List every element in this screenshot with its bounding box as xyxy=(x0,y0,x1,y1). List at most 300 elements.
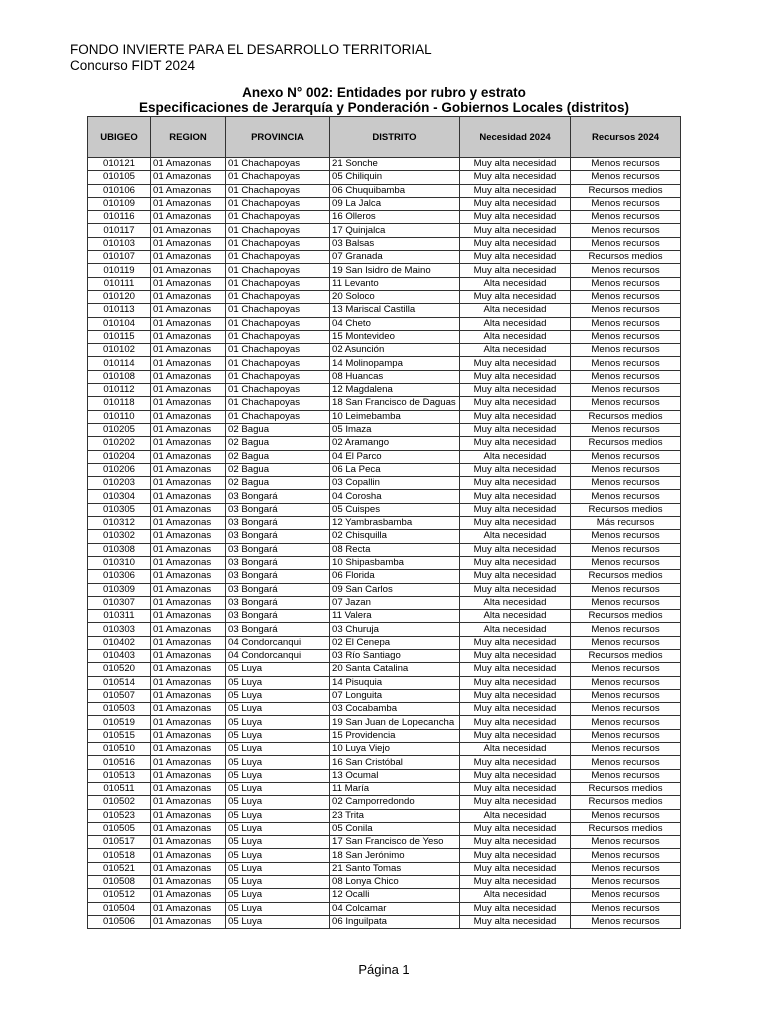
cell-region: 01 Amazonas xyxy=(151,796,226,809)
cell-region: 01 Amazonas xyxy=(151,517,226,530)
cell-provincia: 03 Bongará xyxy=(226,570,330,583)
cell-region: 01 Amazonas xyxy=(151,184,226,197)
table-row xyxy=(88,197,681,210)
cell-distrito: 18 San Francisco de Daguas xyxy=(330,397,460,410)
cell-region: 01 Amazonas xyxy=(151,716,226,729)
table-row xyxy=(88,543,681,556)
cell-ubigeo: 010306 xyxy=(88,570,151,583)
cell-recursos: Recursos medios xyxy=(571,410,681,423)
cell-provincia: 02 Bagua xyxy=(226,450,330,463)
cell-recursos: Más recursos xyxy=(571,517,681,530)
cell-distrito: 06 Inguilpata xyxy=(330,915,460,928)
cell-recursos: Menos recursos xyxy=(571,902,681,915)
cell-recursos: Recursos medios xyxy=(571,570,681,583)
cell-region: 01 Amazonas xyxy=(151,729,226,742)
cell-distrito: 15 Providencia xyxy=(330,729,460,742)
cell-region: 01 Amazonas xyxy=(151,503,226,516)
table-row xyxy=(88,530,681,543)
cell-provincia: 01 Chachapoyas xyxy=(226,304,330,317)
cell-necesidad: Alta necesidad xyxy=(460,596,571,609)
cell-necesidad: Muy alta necesidad xyxy=(460,357,571,370)
cell-necesidad: Muy alta necesidad xyxy=(460,782,571,795)
table-row xyxy=(88,211,681,224)
cell-ubigeo: 010202 xyxy=(88,437,151,450)
cell-necesidad: Muy alta necesidad xyxy=(460,729,571,742)
cell-region: 01 Amazonas xyxy=(151,610,226,623)
cell-necesidad: Alta necesidad xyxy=(460,317,571,330)
table-header-row xyxy=(88,117,681,158)
column-header-ubigeo: UBIGEO xyxy=(88,117,151,158)
cell-provincia: 05 Luya xyxy=(226,876,330,889)
table-row xyxy=(88,171,681,184)
cell-distrito: 20 Santa Catalina xyxy=(330,663,460,676)
cell-distrito: 05 Conila xyxy=(330,822,460,835)
cell-necesidad: Muy alta necesidad xyxy=(460,397,571,410)
cell-recursos: Menos recursos xyxy=(571,583,681,596)
cell-ubigeo: 010520 xyxy=(88,663,151,676)
cell-region: 01 Amazonas xyxy=(151,623,226,636)
cell-distrito: 13 Mariscal Castilla xyxy=(330,304,460,317)
cell-recursos: Menos recursos xyxy=(571,397,681,410)
cell-distrito: 08 Huancas xyxy=(330,370,460,383)
table-row xyxy=(88,237,681,250)
table-row xyxy=(88,477,681,490)
cell-region: 01 Amazonas xyxy=(151,251,226,264)
cell-distrito: 13 Ocumal xyxy=(330,769,460,782)
table-row xyxy=(88,184,681,197)
cell-provincia: 05 Luya xyxy=(226,769,330,782)
cell-necesidad: Alta necesidad xyxy=(460,809,571,822)
table-row xyxy=(88,370,681,383)
cell-provincia: 05 Luya xyxy=(226,703,330,716)
cell-region: 01 Amazonas xyxy=(151,530,226,543)
table-row xyxy=(88,623,681,636)
cell-recursos: Menos recursos xyxy=(571,384,681,397)
cell-provincia: 01 Chachapoyas xyxy=(226,171,330,184)
cell-region: 01 Amazonas xyxy=(151,437,226,450)
cell-provincia: 02 Bagua xyxy=(226,423,330,436)
cell-necesidad: Muy alta necesidad xyxy=(460,437,571,450)
cell-ubigeo: 010203 xyxy=(88,477,151,490)
cell-distrito: 07 Jazan xyxy=(330,596,460,609)
cell-distrito: 16 Olleros xyxy=(330,211,460,224)
cell-region: 01 Amazonas xyxy=(151,370,226,383)
cell-ubigeo: 010113 xyxy=(88,304,151,317)
page-number: Página 1 xyxy=(358,962,410,977)
cell-ubigeo: 010309 xyxy=(88,583,151,596)
table-row xyxy=(88,503,681,516)
cell-provincia: 04 Condorcanqui xyxy=(226,636,330,649)
cell-region: 01 Amazonas xyxy=(151,570,226,583)
table-row xyxy=(88,596,681,609)
cell-recursos: Menos recursos xyxy=(571,490,681,503)
cell-distrito: 17 San Francisco de Yeso xyxy=(330,836,460,849)
cell-region: 01 Amazonas xyxy=(151,889,226,902)
cell-necesidad: Alta necesidad xyxy=(460,623,571,636)
cell-necesidad: Muy alta necesidad xyxy=(460,649,571,662)
cell-necesidad: Muy alta necesidad xyxy=(460,463,571,476)
table-row xyxy=(88,556,681,569)
cell-ubigeo: 010307 xyxy=(88,596,151,609)
cell-necesidad: Muy alta necesidad xyxy=(460,264,571,277)
cell-region: 01 Amazonas xyxy=(151,676,226,689)
cell-provincia: 03 Bongará xyxy=(226,543,330,556)
cell-ubigeo: 010504 xyxy=(88,902,151,915)
table-row xyxy=(88,344,681,357)
cell-necesidad: Muy alta necesidad xyxy=(460,676,571,689)
cell-recursos: Menos recursos xyxy=(571,211,681,224)
cell-distrito: 17 Quinjalca xyxy=(330,224,460,237)
cell-region: 01 Amazonas xyxy=(151,237,226,250)
cell-distrito: 04 El Parco xyxy=(330,450,460,463)
cell-distrito: 16 San Cristóbal xyxy=(330,756,460,769)
cell-recursos: Menos recursos xyxy=(571,290,681,303)
cell-necesidad: Muy alta necesidad xyxy=(460,556,571,569)
cell-region: 01 Amazonas xyxy=(151,477,226,490)
cell-recursos: Menos recursos xyxy=(571,237,681,250)
cell-provincia: 05 Luya xyxy=(226,809,330,822)
cell-distrito: 10 Shipasbamba xyxy=(330,556,460,569)
cell-ubigeo: 010308 xyxy=(88,543,151,556)
organization-name: FONDO INVIERTE PARA EL DESARROLLO TERRITORIAL xyxy=(70,42,432,57)
cell-provincia: 01 Chachapoyas xyxy=(226,277,330,290)
cell-necesidad: Alta necesidad xyxy=(460,889,571,902)
cell-recursos: Menos recursos xyxy=(571,809,681,822)
table-row xyxy=(88,796,681,809)
cell-distrito: 04 Colcamar xyxy=(330,902,460,915)
cell-recursos: Menos recursos xyxy=(571,463,681,476)
cell-distrito: 05 Imaza xyxy=(330,423,460,436)
cell-provincia: 01 Chachapoyas xyxy=(226,357,330,370)
cell-ubigeo: 010206 xyxy=(88,463,151,476)
cell-necesidad: Muy alta necesidad xyxy=(460,224,571,237)
cell-ubigeo: 010205 xyxy=(88,423,151,436)
cell-distrito: 03 Copallin xyxy=(330,477,460,490)
cell-recursos: Recursos medios xyxy=(571,782,681,795)
table-row xyxy=(88,317,681,330)
cell-ubigeo: 010511 xyxy=(88,782,151,795)
cell-region: 01 Amazonas xyxy=(151,915,226,928)
table-row xyxy=(88,397,681,410)
cell-provincia: 01 Chachapoyas xyxy=(226,344,330,357)
cell-region: 01 Amazonas xyxy=(151,809,226,822)
cell-provincia: 02 Bagua xyxy=(226,477,330,490)
cell-ubigeo: 010303 xyxy=(88,623,151,636)
column-header-distrito: DISTRITO xyxy=(330,117,460,158)
cell-necesidad: Muy alta necesidad xyxy=(460,197,571,210)
cell-recursos: Menos recursos xyxy=(571,344,681,357)
cell-recursos: Recursos medios xyxy=(571,822,681,835)
cell-ubigeo: 010103 xyxy=(88,237,151,250)
cell-recursos: Recursos medios xyxy=(571,610,681,623)
document-header xyxy=(70,42,432,74)
cell-necesidad: Alta necesidad xyxy=(460,330,571,343)
cell-ubigeo: 010516 xyxy=(88,756,151,769)
cell-ubigeo: 010402 xyxy=(88,636,151,649)
table-row xyxy=(88,224,681,237)
cell-provincia: 02 Bagua xyxy=(226,437,330,450)
cell-region: 01 Amazonas xyxy=(151,490,226,503)
table-row xyxy=(88,782,681,795)
cell-region: 01 Amazonas xyxy=(151,703,226,716)
cell-ubigeo: 010110 xyxy=(88,410,151,423)
cell-ubigeo: 010115 xyxy=(88,330,151,343)
cell-recursos: Menos recursos xyxy=(571,277,681,290)
cell-provincia: 01 Chachapoyas xyxy=(226,237,330,250)
table-row xyxy=(88,583,681,596)
cell-ubigeo: 010112 xyxy=(88,384,151,397)
table-row xyxy=(88,915,681,928)
table-row xyxy=(88,729,681,742)
contest-name: Concurso FIDT 2024 xyxy=(70,58,196,73)
cell-distrito: 19 San Juan de Lopecancha xyxy=(330,716,460,729)
cell-necesidad: Muy alta necesidad xyxy=(460,636,571,649)
cell-recursos: Menos recursos xyxy=(571,530,681,543)
cell-region: 01 Amazonas xyxy=(151,344,226,357)
table-row xyxy=(88,636,681,649)
cell-region: 01 Amazonas xyxy=(151,663,226,676)
cell-ubigeo: 010502 xyxy=(88,796,151,809)
cell-ubigeo: 010118 xyxy=(88,397,151,410)
cell-distrito: 12 Ocalli xyxy=(330,889,460,902)
table-row xyxy=(88,384,681,397)
cell-region: 01 Amazonas xyxy=(151,769,226,782)
cell-ubigeo: 010102 xyxy=(88,344,151,357)
table-row xyxy=(88,410,681,423)
cell-necesidad: Alta necesidad xyxy=(460,743,571,756)
cell-distrito: 02 Camporredondo xyxy=(330,796,460,809)
districts-table xyxy=(87,116,681,929)
cell-distrito: 21 Sonche xyxy=(330,158,460,171)
cell-provincia: 05 Luya xyxy=(226,756,330,769)
cell-ubigeo: 010105 xyxy=(88,171,151,184)
cell-necesidad: Muy alta necesidad xyxy=(460,517,571,530)
cell-distrito: 06 La Peca xyxy=(330,463,460,476)
cell-distrito: 04 Corosha xyxy=(330,490,460,503)
cell-recursos: Menos recursos xyxy=(571,676,681,689)
cell-distrito: 03 Cocabamba xyxy=(330,703,460,716)
cell-recursos: Menos recursos xyxy=(571,862,681,875)
cell-ubigeo: 010403 xyxy=(88,649,151,662)
cell-ubigeo: 010111 xyxy=(88,277,151,290)
cell-ubigeo: 010104 xyxy=(88,317,151,330)
cell-distrito: 12 Magdalena xyxy=(330,384,460,397)
cell-region: 01 Amazonas xyxy=(151,649,226,662)
cell-recursos: Menos recursos xyxy=(571,224,681,237)
table-row xyxy=(88,357,681,370)
cell-provincia: 03 Bongará xyxy=(226,530,330,543)
cell-region: 01 Amazonas xyxy=(151,756,226,769)
table-row xyxy=(88,689,681,702)
cell-necesidad: Muy alta necesidad xyxy=(460,769,571,782)
cell-region: 01 Amazonas xyxy=(151,317,226,330)
cell-ubigeo: 010513 xyxy=(88,769,151,782)
cell-ubigeo: 010305 xyxy=(88,503,151,516)
cell-recursos: Recursos medios xyxy=(571,649,681,662)
cell-necesidad: Muy alta necesidad xyxy=(460,902,571,915)
cell-distrito: 15 Montevideo xyxy=(330,330,460,343)
table-row xyxy=(88,437,681,450)
cell-provincia: 01 Chachapoyas xyxy=(226,158,330,171)
table-row xyxy=(88,517,681,530)
cell-recursos: Menos recursos xyxy=(571,889,681,902)
cell-ubigeo: 010119 xyxy=(88,264,151,277)
cell-necesidad: Muy alta necesidad xyxy=(460,171,571,184)
cell-necesidad: Muy alta necesidad xyxy=(460,237,571,250)
cell-region: 01 Amazonas xyxy=(151,423,226,436)
cell-ubigeo: 010304 xyxy=(88,490,151,503)
cell-region: 01 Amazonas xyxy=(151,304,226,317)
cell-necesidad: Muy alta necesidad xyxy=(460,503,571,516)
table-row xyxy=(88,423,681,436)
cell-ubigeo: 010204 xyxy=(88,450,151,463)
cell-distrito: 06 Chuquibamba xyxy=(330,184,460,197)
cell-region: 01 Amazonas xyxy=(151,862,226,875)
cell-provincia: 03 Bongará xyxy=(226,556,330,569)
cell-ubigeo: 010121 xyxy=(88,158,151,171)
cell-distrito: 03 Río Santiago xyxy=(330,649,460,662)
cell-recursos: Menos recursos xyxy=(571,543,681,556)
cell-necesidad: Muy alta necesidad xyxy=(460,384,571,397)
cell-provincia: 01 Chachapoyas xyxy=(226,211,330,224)
cell-provincia: 05 Luya xyxy=(226,796,330,809)
cell-region: 01 Amazonas xyxy=(151,330,226,343)
cell-region: 01 Amazonas xyxy=(151,902,226,915)
cell-region: 01 Amazonas xyxy=(151,224,226,237)
cell-recursos: Menos recursos xyxy=(571,197,681,210)
cell-distrito: 02 Asunción xyxy=(330,344,460,357)
cell-ubigeo: 010120 xyxy=(88,290,151,303)
cell-necesidad: Muy alta necesidad xyxy=(460,689,571,702)
cell-ubigeo: 010518 xyxy=(88,849,151,862)
table-row xyxy=(88,663,681,676)
cell-necesidad: Muy alta necesidad xyxy=(460,822,571,835)
cell-recursos: Menos recursos xyxy=(571,623,681,636)
cell-region: 01 Amazonas xyxy=(151,197,226,210)
cell-necesidad: Muy alta necesidad xyxy=(460,703,571,716)
cell-ubigeo: 010114 xyxy=(88,357,151,370)
column-header-provincia: PROVINCIA xyxy=(226,117,330,158)
cell-ubigeo: 010507 xyxy=(88,689,151,702)
cell-ubigeo: 010109 xyxy=(88,197,151,210)
cell-recursos: Menos recursos xyxy=(571,836,681,849)
cell-distrito: 03 Balsas xyxy=(330,237,460,250)
cell-provincia: 05 Luya xyxy=(226,836,330,849)
cell-region: 01 Amazonas xyxy=(151,463,226,476)
cell-recursos: Menos recursos xyxy=(571,716,681,729)
cell-recursos: Menos recursos xyxy=(571,317,681,330)
table-row xyxy=(88,876,681,889)
cell-region: 01 Amazonas xyxy=(151,556,226,569)
cell-region: 01 Amazonas xyxy=(151,450,226,463)
cell-distrito: 05 Cuispes xyxy=(330,503,460,516)
cell-provincia: 03 Bongará xyxy=(226,583,330,596)
cell-distrito: 02 Aramango xyxy=(330,437,460,450)
cell-necesidad: Muy alta necesidad xyxy=(460,876,571,889)
cell-region: 01 Amazonas xyxy=(151,397,226,410)
cell-region: 01 Amazonas xyxy=(151,743,226,756)
cell-ubigeo: 010310 xyxy=(88,556,151,569)
table-row xyxy=(88,649,681,662)
cell-necesidad: Muy alta necesidad xyxy=(460,211,571,224)
cell-ubigeo: 010510 xyxy=(88,743,151,756)
cell-provincia: 03 Bongará xyxy=(226,490,330,503)
cell-distrito: 09 San Carlos xyxy=(330,583,460,596)
cell-recursos: Menos recursos xyxy=(571,915,681,928)
cell-recursos: Menos recursos xyxy=(571,729,681,742)
table-row xyxy=(88,769,681,782)
cell-necesidad: Alta necesidad xyxy=(460,610,571,623)
cell-ubigeo: 010523 xyxy=(88,809,151,822)
table-row xyxy=(88,743,681,756)
cell-provincia: 01 Chachapoyas xyxy=(226,290,330,303)
cell-recursos: Recursos medios xyxy=(571,184,681,197)
table-row xyxy=(88,809,681,822)
table-row xyxy=(88,676,681,689)
cell-provincia: 05 Luya xyxy=(226,689,330,702)
cell-necesidad: Muy alta necesidad xyxy=(460,862,571,875)
cell-recursos: Menos recursos xyxy=(571,756,681,769)
annex-title: Anexo N° 002: Entidades por rubro y estrato xyxy=(242,85,526,100)
cell-distrito: 04 Cheto xyxy=(330,317,460,330)
cell-necesidad: Muy alta necesidad xyxy=(460,663,571,676)
table-row xyxy=(88,490,681,503)
cell-provincia: 03 Bongará xyxy=(226,623,330,636)
cell-necesidad: Muy alta necesidad xyxy=(460,423,571,436)
cell-distrito: 08 Recta xyxy=(330,543,460,556)
cell-necesidad: Muy alta necesidad xyxy=(460,716,571,729)
cell-recursos: Menos recursos xyxy=(571,171,681,184)
cell-necesidad: Muy alta necesidad xyxy=(460,915,571,928)
cell-necesidad: Muy alta necesidad xyxy=(460,836,571,849)
cell-ubigeo: 010107 xyxy=(88,251,151,264)
cell-region: 01 Amazonas xyxy=(151,264,226,277)
cell-region: 01 Amazonas xyxy=(151,158,226,171)
cell-recursos: Menos recursos xyxy=(571,450,681,463)
table-row xyxy=(88,610,681,623)
cell-provincia: 03 Bongará xyxy=(226,503,330,516)
cell-necesidad: Muy alta necesidad xyxy=(460,490,571,503)
cell-distrito: 11 Valera xyxy=(330,610,460,623)
cell-distrito: 08 Lonya Chico xyxy=(330,876,460,889)
cell-recursos: Menos recursos xyxy=(571,876,681,889)
cell-necesidad: Alta necesidad xyxy=(460,277,571,290)
cell-ubigeo: 010514 xyxy=(88,676,151,689)
table-row xyxy=(88,822,681,835)
cell-recursos: Recursos medios xyxy=(571,796,681,809)
cell-recursos: Menos recursos xyxy=(571,596,681,609)
cell-recursos: Menos recursos xyxy=(571,636,681,649)
cell-recursos: Menos recursos xyxy=(571,556,681,569)
table-row xyxy=(88,862,681,875)
cell-provincia: 05 Luya xyxy=(226,889,330,902)
cell-region: 01 Amazonas xyxy=(151,171,226,184)
cell-distrito: 10 Leimebamba xyxy=(330,410,460,423)
cell-region: 01 Amazonas xyxy=(151,822,226,835)
cell-provincia: 05 Luya xyxy=(226,743,330,756)
cell-necesidad: Muy alta necesidad xyxy=(460,158,571,171)
cell-distrito: 18 San Jerónimo xyxy=(330,849,460,862)
cell-region: 01 Amazonas xyxy=(151,543,226,556)
cell-distrito: 07 Longuita xyxy=(330,689,460,702)
cell-recursos: Menos recursos xyxy=(571,370,681,383)
table-row xyxy=(88,277,681,290)
table-row xyxy=(88,251,681,264)
cell-region: 01 Amazonas xyxy=(151,357,226,370)
cell-region: 01 Amazonas xyxy=(151,782,226,795)
cell-recursos: Menos recursos xyxy=(571,477,681,490)
cell-necesidad: Muy alta necesidad xyxy=(460,184,571,197)
